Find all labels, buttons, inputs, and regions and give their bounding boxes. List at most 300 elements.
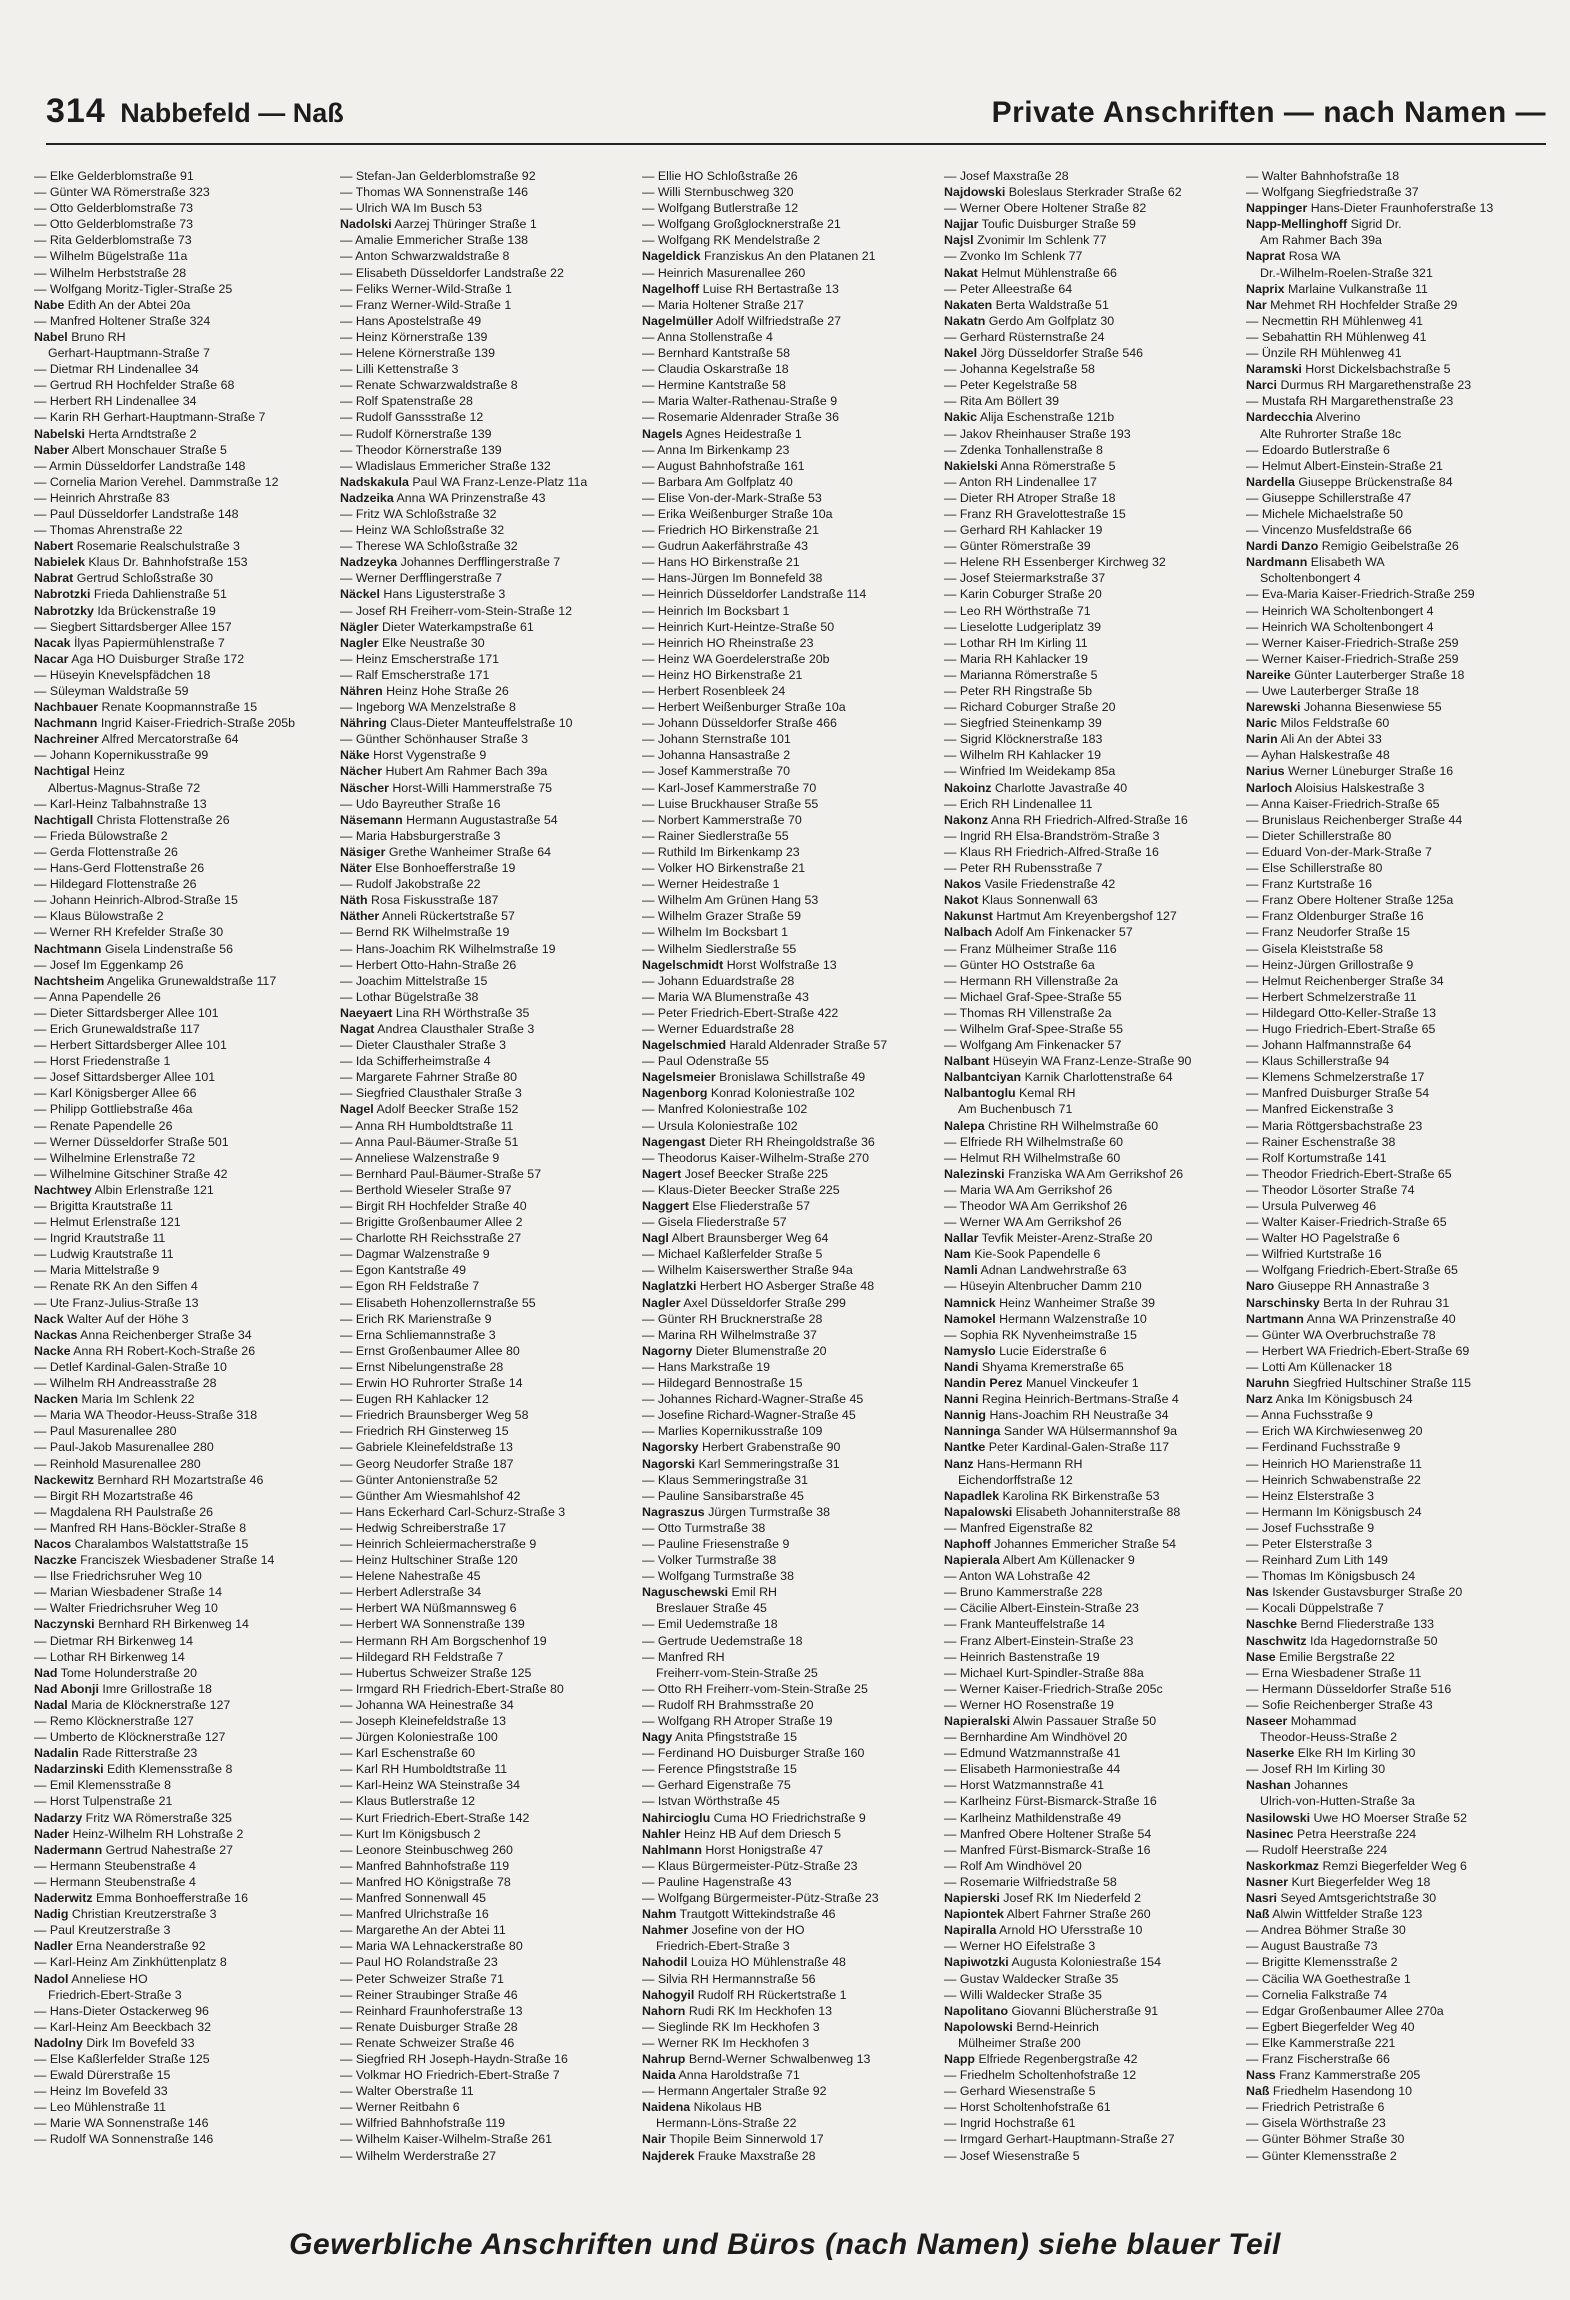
- directory-entry: [340, 1214, 632, 1230]
- directory-entry: [34, 1118, 326, 1134]
- directory-entry: [642, 2115, 934, 2131]
- entry-surname: Naggert: [642, 1199, 689, 1213]
- page-header: [46, 92, 1546, 144]
- entry-details: — Edmund Watzmannstraße 41: [944, 1746, 1121, 1761]
- entry-surname: Nagler: [340, 635, 379, 650]
- entry-details: — Winfried Im Weidekamp 85a: [944, 764, 1116, 779]
- directory-entry: [340, 1150, 632, 1166]
- entry-details: — Wolfgang Turmstraße 38: [642, 1569, 794, 1584]
- entry-details: — Rosemarie Aldenrader Straße 36: [642, 410, 839, 425]
- entry-details: — Peter Elsterstraße 3: [1246, 1536, 1373, 1551]
- directory-entry: [340, 796, 632, 812]
- entry-details: Elfriede Regenbergstraße 42: [978, 2051, 1138, 2066]
- entry-details: — Zvonko Im Schlenk 77: [944, 249, 1083, 264]
- directory-entry: [340, 2003, 632, 2019]
- directory-entry: [34, 1262, 326, 1278]
- entry-details: — Helmut Albert-Einstein-Straße 21: [1246, 458, 1443, 473]
- directory-entry: [944, 731, 1236, 747]
- entry-surname: Nahircioglu: [642, 1810, 711, 1825]
- entry-surname: Näscher: [340, 780, 389, 795]
- directory-entry: [642, 1423, 934, 1439]
- entry-details: — Berthold Wieseler Straße 97: [340, 1182, 512, 1197]
- entry-surname: Narius: [1246, 764, 1285, 779]
- directory-entry: [1246, 957, 1538, 973]
- entry-details: — Herbert WA Nüßmannsweg 6: [340, 1601, 517, 1616]
- entry-details: Josef RK Im Niederfeld 2: [1003, 1891, 1141, 1906]
- entry-details: — Lieselotte Ludgeriplatz 39: [944, 619, 1102, 634]
- directory-entry: [944, 1713, 1236, 1729]
- directory-entry: [642, 1713, 934, 1729]
- entry-surname: Napadlek: [944, 1488, 1000, 1503]
- entry-details: — Werner Eduardstraße 28: [642, 1021, 794, 1036]
- directory-entry: [642, 1777, 934, 1793]
- entry-details: — Jürgen Koloniestraße 100: [340, 1730, 498, 1745]
- entry-details: — Rosemarie Wilfriedstraße 58: [944, 1874, 1117, 1889]
- entry-details: Fritz WA Römerstraße 325: [85, 1810, 232, 1825]
- entry-details: — Wilhelm Graf-Spee-Straße 55: [944, 1021, 1124, 1036]
- directory-entry: [642, 1037, 934, 1053]
- entry-details: — Gerhard Rüsternstraße 24: [944, 329, 1105, 344]
- entry-details: — Hubertus Schweizer Straße 125: [340, 1665, 532, 1680]
- entry-details: Hubert Am Rahmer Bach 39a: [385, 764, 548, 779]
- entry-details: — Michael Kaßlerfelder Straße 5: [642, 1247, 823, 1262]
- directory-entry: [944, 570, 1236, 586]
- entry-surname: Nandi: [944, 1359, 979, 1374]
- entry-surname: Nacar: [34, 651, 69, 666]
- entry-details: Tevfik Meister-Arenz-Straße 20: [981, 1231, 1153, 1246]
- entry-details: — Hans-Gerd Flottenstraße 26: [34, 861, 205, 876]
- directory-entry: [34, 2003, 326, 2019]
- entry-details: — Werner WA Am Gerrikshof 26: [944, 1215, 1122, 1230]
- directory-entry: [944, 1311, 1236, 1327]
- directory-entry: [34, 329, 326, 345]
- directory-entry: [642, 731, 934, 747]
- directory-entry: [944, 1198, 1236, 1214]
- entry-details: — Peter Friedrich-Ebert-Straße 422: [642, 1005, 839, 1020]
- directory-entry: [340, 1890, 632, 1906]
- entry-details: Uwe HO Moerser Straße 52: [1313, 1810, 1468, 1825]
- directory-entry: [1246, 554, 1538, 570]
- entry-details: — Hans-Joachim RK Wilhelmstraße 19: [340, 941, 556, 956]
- entry-details: — Josef RH Freiherr-vom-Stein-Straße 12: [340, 603, 573, 618]
- directory-entry: [642, 619, 934, 635]
- directory-entry: [642, 780, 934, 796]
- entry-surname: Naphoff: [944, 1536, 991, 1551]
- directory-entry: [642, 1359, 934, 1375]
- entry-details: — Erika Weißenburger Straße 10a: [642, 506, 833, 521]
- directory-entry: [944, 409, 1236, 425]
- entry-details: Else Bonhoefferstraße 19: [375, 861, 516, 876]
- directory-entry: [34, 1600, 326, 1616]
- directory-entry: [642, 1906, 934, 1922]
- entry-details: Harald Aldenrader Straße 57: [729, 1038, 888, 1053]
- entry-details: Rudi RK Im Heckhofen 13: [688, 2003, 833, 2018]
- directory-entry: [34, 1085, 326, 1101]
- column-4: [944, 168, 1236, 2198]
- directory-entry: [944, 957, 1236, 973]
- directory-entry: [1246, 747, 1538, 763]
- directory-entry: [944, 1118, 1236, 1134]
- entry-surname: Näth: [340, 893, 368, 908]
- entry-details: — Helmut Reichenberger Straße 34: [1246, 973, 1444, 988]
- entry-details: — Sebahattin RH Mühlenweg 41: [1246, 329, 1427, 344]
- entry-details: — Theodor WA Am Gerrikshof 26: [944, 1199, 1128, 1213]
- entry-details: Herbert HO Asberger Straße 48: [699, 1279, 875, 1294]
- header-rule: [46, 143, 1546, 145]
- directory-entry: [340, 924, 632, 940]
- entry-details: — Anna Paul-Bäumer-Straße 51: [340, 1134, 519, 1149]
- entry-details: — Thomas Im Königsbusch 24: [1246, 1569, 1416, 1584]
- entry-details: — Maria WA Blumenstraße 43: [642, 989, 809, 1004]
- entry-details: — Franz Fischerstraße 66: [1246, 2051, 1390, 2066]
- directory-entry: [1246, 377, 1538, 393]
- entry-details: — Heinrich Bastenstraße 19: [944, 1649, 1100, 1664]
- entry-details: — Friedrich HO Birkenstraße 21: [642, 523, 819, 538]
- entry-details: — Elise Von-der-Mark-Straße 53: [642, 490, 822, 505]
- entry-details: — Manfred Ulrichstraße 16: [340, 1907, 489, 1922]
- directory-entry: [642, 281, 934, 297]
- directory-entry: [34, 747, 326, 763]
- entry-surname: Nakos: [944, 877, 982, 892]
- entry-surname: Nanninga: [944, 1424, 1001, 1439]
- directory-entry: [944, 265, 1236, 281]
- directory-entry: [34, 522, 326, 538]
- directory-entry: [1246, 474, 1538, 490]
- entry-details: — Hermine Kantstraße 58: [642, 378, 786, 393]
- directory-entry: [1246, 1665, 1538, 1681]
- directory-entry: [340, 812, 632, 828]
- directory-entry: [340, 763, 632, 779]
- entry-details: — Wolfgang Am Finkenacker 57: [944, 1038, 1122, 1053]
- directory-entry: [34, 248, 326, 264]
- entry-details: — Ursula Koloniestraße 102: [642, 1118, 798, 1133]
- directory-entry: [1246, 184, 1538, 200]
- entry-details: — Wilhelmine Gitschiner Straße 42: [34, 1166, 228, 1181]
- entry-surname: Näsemann: [340, 812, 403, 827]
- entry-details: — Erich RH Lindenallee 11: [944, 796, 1093, 811]
- entry-details: — Siegfried Steinenkamp 39: [944, 716, 1102, 731]
- entry-surname: Nase: [1246, 1649, 1276, 1664]
- directory-entry: [34, 908, 326, 924]
- directory-entry: [340, 1456, 632, 1472]
- entry-details: — Rudolf WA Sonnenstraße 146: [34, 2132, 214, 2147]
- directory-entry: [340, 1407, 632, 1423]
- directory-entry: [340, 1713, 632, 1729]
- directory-entry: [642, 1600, 934, 1616]
- directory-entry: [340, 2115, 632, 2131]
- directory-entry: [340, 1616, 632, 1632]
- entry-details: — Umberto de Klöcknerstraße 127: [34, 1730, 226, 1745]
- entry-details: — Otto RH Freiherr-vom-Stein-Straße 25: [642, 1681, 868, 1696]
- directory-entry: [34, 1649, 326, 1665]
- entry-details: Frauke Maxstraße 28: [697, 2148, 816, 2163]
- directory-entry: [944, 1391, 1236, 1407]
- directory-entry: [1246, 924, 1538, 940]
- entry-surname: Narloch: [1246, 780, 1293, 795]
- directory-entry: [34, 941, 326, 957]
- directory-entry: [340, 1649, 632, 1665]
- directory-entry: [642, 1504, 934, 1520]
- entry-surname: Nappinger: [1246, 201, 1308, 216]
- directory-entry: [642, 216, 934, 232]
- entry-details: — Marina RH Wilhelmstraße 37: [642, 1327, 817, 1342]
- entry-details: — Wilhelmine Erlenstraße 72: [34, 1150, 196, 1165]
- entry-surname: Nanni: [944, 1392, 979, 1407]
- directory-entry: [34, 1616, 326, 1632]
- directory-entry: [340, 1134, 632, 1150]
- directory-entry: [1246, 892, 1538, 908]
- directory-entry: [944, 458, 1236, 474]
- entry-surname: Nagelschmidt: [642, 957, 724, 972]
- entry-details: — Hüseyin Knevelspfädchen 18: [34, 667, 211, 682]
- entry-surname: Nadskakula: [340, 474, 409, 489]
- entry-details: Augusta Koloniestraße 154: [1011, 1955, 1161, 1970]
- directory-entry: [1246, 586, 1538, 602]
- entry-details: Heinz Hohe Straße 26: [386, 684, 509, 698]
- entry-details: — Manfred Koloniestraße 102: [642, 1102, 808, 1117]
- entry-surname: Najsl: [944, 233, 974, 248]
- entry-details: Theodor-Heuss-Straße 2: [1260, 1730, 1398, 1745]
- directory-entry: [34, 1069, 326, 1085]
- directory-entry: [340, 1697, 632, 1713]
- entry-details: — Manfred Fürst-Bismarck-Straße 16: [944, 1842, 1151, 1857]
- directory-entry: [340, 1954, 632, 1970]
- entry-surname: Nagler: [642, 1295, 681, 1310]
- directory-entry: [340, 1053, 632, 1069]
- entry-details: — Renate Schwarzwaldstraße 8: [340, 378, 518, 393]
- entry-details: — Ulrich WA Im Busch 53: [340, 201, 483, 216]
- entry-details: Elke RH Im Kirling 30: [1297, 1746, 1416, 1761]
- entry-details: — Günter Böhmer Straße 30: [1246, 2132, 1405, 2147]
- entry-details: Anneli Rückertstraße 57: [382, 909, 515, 924]
- directory-entry: [642, 1101, 934, 1117]
- directory-entry: [642, 1118, 934, 1134]
- directory-entry: [642, 1697, 934, 1713]
- entry-details: — Josef Steiermarkstraße 37: [944, 571, 1106, 586]
- entry-details: Sander WA Hülsermannshof 9a: [1003, 1424, 1178, 1439]
- directory-entry: [340, 345, 632, 361]
- directory-entry: [944, 2067, 1236, 2083]
- directory-entry: [34, 635, 326, 651]
- directory-entry: [944, 1150, 1236, 1166]
- entry-details: — Therese WA Schloßstraße 32: [340, 539, 518, 554]
- entry-details: Albert Am Küllenacker 9: [1002, 1553, 1135, 1568]
- entry-details: — Günter WA Overbruchstraße 78: [1246, 1327, 1436, 1342]
- entry-details: — Andrea Böhmer Straße 30: [1246, 1923, 1406, 1938]
- entry-surname: Namyslo: [944, 1343, 996, 1358]
- directory-entry: [642, 1810, 934, 1826]
- directory-entry: [340, 844, 632, 860]
- entry-details: — Werner Heidestraße 1: [642, 877, 780, 892]
- entry-details: — Wilhelm Siedlerstraße 55: [642, 941, 797, 956]
- directory-entry: [34, 1166, 326, 1182]
- directory-entry: [340, 1472, 632, 1488]
- directory-entry: [642, 1649, 934, 1665]
- entry-details: Toufic Duisburger Straße 59: [981, 217, 1136, 232]
- entry-surname: Nadolny: [34, 2035, 83, 2050]
- entry-details: Rosa Fiskusstraße 187: [371, 893, 499, 908]
- directory-entry: [944, 1858, 1236, 1874]
- directory-entry: [34, 1536, 326, 1552]
- entry-details: Heinz-Wilhelm RH Lohstraße 2: [72, 1826, 244, 1841]
- column-3: [642, 168, 934, 2198]
- directory-entry: [340, 377, 632, 393]
- entry-surname: Nakonz: [944, 812, 989, 827]
- entry-details: — Istvan Wörthstraße 45: [642, 1794, 780, 1809]
- entry-details: Thopile Beim Sinnerwold 17: [669, 2132, 824, 2147]
- directory-entry: [34, 892, 326, 908]
- entry-details: — Wolfgang Moritz-Tigler-Straße 25: [34, 281, 233, 296]
- entry-details: — Renate Papendelle 26: [34, 1118, 173, 1133]
- entry-details: — Johanna WA Heinestraße 34: [340, 1697, 514, 1712]
- directory-entry: [1246, 313, 1538, 329]
- directory-entry: [34, 860, 326, 876]
- entry-surname: Nalbantoglu: [944, 1086, 1016, 1101]
- entry-surname: Nardmann: [1246, 555, 1308, 570]
- entry-details: Werner Lüneburger Straße 16: [1288, 764, 1454, 779]
- directory-entry: [1246, 168, 1538, 184]
- entry-details: — Josef Fuchsstraße 9: [1246, 1520, 1375, 1535]
- directory-entry: [642, 1182, 934, 1198]
- directory-entry: [340, 1633, 632, 1649]
- entry-surname: Najjar: [944, 217, 979, 232]
- directory-entry: [1246, 329, 1538, 345]
- entry-surname: Nacke: [34, 1343, 71, 1358]
- directory-entry: [944, 2003, 1236, 2019]
- entry-details: — Günter Klemensstraße 2: [1246, 2148, 1397, 2163]
- directory-entry: [1246, 1230, 1538, 1246]
- entry-details: Bernd-Heinrich: [1016, 2019, 1099, 2034]
- entry-details: Giovanni Blücherstraße 91: [1011, 2003, 1159, 2018]
- entry-details: Anita Pfingststraße 15: [675, 1730, 797, 1745]
- entry-surname: Nahm: [642, 1907, 677, 1922]
- entry-details: Remzi Biegerfelder Weg 6: [1322, 1858, 1467, 1873]
- entry-surname: Naramski: [1246, 362, 1302, 377]
- directory-entry: [340, 393, 632, 409]
- directory-entry: [340, 586, 632, 602]
- directory-entry: [34, 393, 326, 409]
- directory-entry: [340, 1906, 632, 1922]
- directory-entry: [1246, 2003, 1538, 2019]
- entry-details: Mülheimer Straße 200: [958, 2035, 1081, 2050]
- directory-entry: [1246, 1118, 1538, 1134]
- directory-entry: [34, 1005, 326, 1021]
- entry-details: — Herbert WA Sonnenstraße 139: [340, 1617, 525, 1632]
- directory-entry: [1246, 1423, 1538, 1439]
- entry-details: Adolf Wilfriedstraße 27: [715, 313, 842, 328]
- directory-entry: [642, 1858, 934, 1874]
- entry-details: Horst-Willi Hammerstraße 75: [392, 780, 553, 795]
- directory-entry: [340, 506, 632, 522]
- entry-surname: Nadzeika: [340, 490, 394, 505]
- directory-entry: [1246, 1472, 1538, 1488]
- entry-details: — Anna Papendelle 26: [34, 989, 161, 1004]
- entry-surname: Nagengast: [642, 1134, 706, 1149]
- entry-details: — Frieda Bülowstraße 2: [34, 828, 168, 843]
- entry-surname: Nannig: [944, 1408, 986, 1423]
- entry-details: Bernhard RH Birkenweg 14: [98, 1617, 249, 1632]
- directory-entry: [1246, 1021, 1538, 1037]
- entry-details: Sigrid Dr.: [1350, 217, 1402, 232]
- entry-surname: Naschwitz: [1246, 1633, 1307, 1648]
- entry-details: — Dieter RH Atroper Straße 18: [944, 490, 1116, 505]
- directory-entry: [340, 329, 632, 345]
- entry-surname: Naß: [1246, 1907, 1270, 1922]
- entry-details: — Gisela Kleiststraße 58: [1246, 941, 1384, 956]
- directory-entry: [1246, 1954, 1538, 1970]
- entry-details: Edith Klemensstraße 8: [107, 1762, 233, 1777]
- directory-entry: [944, 844, 1236, 860]
- directory-entry: [642, 1053, 934, 1069]
- entry-details: Gisela Lindenstraße 56: [104, 941, 234, 956]
- entry-details: — Heinz Elsterstraße 3: [1246, 1488, 1375, 1503]
- entry-details: — Georg Neudorfer Straße 187: [340, 1456, 514, 1471]
- entry-surname: Nachmann: [34, 716, 98, 731]
- directory-entry: [642, 409, 934, 425]
- entry-details: Johannes Derfflingerstraße 7: [400, 555, 561, 570]
- directory-entry: [340, 184, 632, 200]
- directory-entry: [642, 474, 934, 490]
- entry-surname: Nahorn: [642, 2003, 686, 2018]
- entry-surname: Nalbantciyan: [944, 1070, 1022, 1085]
- directory-entry: [944, 586, 1236, 602]
- entry-details: Hermann Augustastraße 54: [406, 812, 558, 827]
- directory-entry: [1246, 1971, 1538, 1987]
- directory-entry: [642, 1987, 934, 2003]
- directory-entry: [642, 168, 934, 184]
- directory-entry: [340, 570, 632, 586]
- entry-details: — Franz RH Gravelottestraße 15: [944, 506, 1126, 521]
- entry-surname: Nasner: [1246, 1874, 1289, 1889]
- entry-details: — Werner Kaiser-Friedrich-Straße 205c: [944, 1681, 1163, 1696]
- entry-details: Shyama Kremerstraße 65: [981, 1359, 1124, 1374]
- entry-details: — Günther Am Wiesmahlshof 42: [340, 1488, 521, 1503]
- directory-entry: [1246, 1214, 1538, 1230]
- entry-surname: Nardi Danzo: [1246, 539, 1319, 554]
- directory-entry: [944, 1488, 1236, 1504]
- entry-details: — Thomas Ahrenstraße 22: [34, 523, 183, 538]
- directory-entry: [944, 1439, 1236, 1455]
- directory-entry: [944, 2148, 1236, 2164]
- directory-entry: [944, 1971, 1236, 1987]
- entry-details: — Marie WA Sonnenstraße 146: [34, 2116, 209, 2131]
- directory-entry: [944, 1681, 1236, 1697]
- entry-details: Johannes Emmericher Straße 54: [994, 1536, 1177, 1551]
- entry-details: — Klaus Bülowstraße 2: [34, 909, 164, 924]
- entry-details: — Manfred Obere Holtener Straße 54: [944, 1826, 1152, 1841]
- entry-details: Agnes Heidestraße 1: [685, 426, 802, 441]
- entry-details: — Werner Obere Holtener Straße 82: [944, 201, 1147, 216]
- directory-entry: [944, 1134, 1236, 1150]
- directory-entry: [1246, 409, 1538, 425]
- entry-details: Seyed Amtsgerichtstraße 30: [1280, 1891, 1437, 1906]
- entry-surname: Napiwotzki: [944, 1955, 1009, 1970]
- directory-entry: [34, 1037, 326, 1053]
- entry-details: — Brigitte Großenbaumer Allee 2: [340, 1215, 523, 1230]
- directory-entry: [34, 1407, 326, 1423]
- entry-details: — Heinrich Schleiermacherstraße 9: [340, 1536, 537, 1551]
- entry-surname: Najdowski: [944, 185, 1006, 200]
- entry-details: — August Baustraße 73: [1246, 1939, 1378, 1954]
- directory-entry: [340, 941, 632, 957]
- directory-entry: [34, 1906, 326, 1922]
- directory-entry: [642, 329, 934, 345]
- entry-details: Rosemarie Realschulstraße 3: [76, 539, 240, 554]
- entry-details: Rudolf RH Rückertstraße 1: [697, 1987, 847, 2002]
- entry-details: — Claudia Oskarstraße 18: [642, 362, 789, 377]
- entry-surname: Nareike: [1246, 667, 1291, 682]
- entry-details: — Werner HO Rosenstraße 19: [944, 1697, 1114, 1712]
